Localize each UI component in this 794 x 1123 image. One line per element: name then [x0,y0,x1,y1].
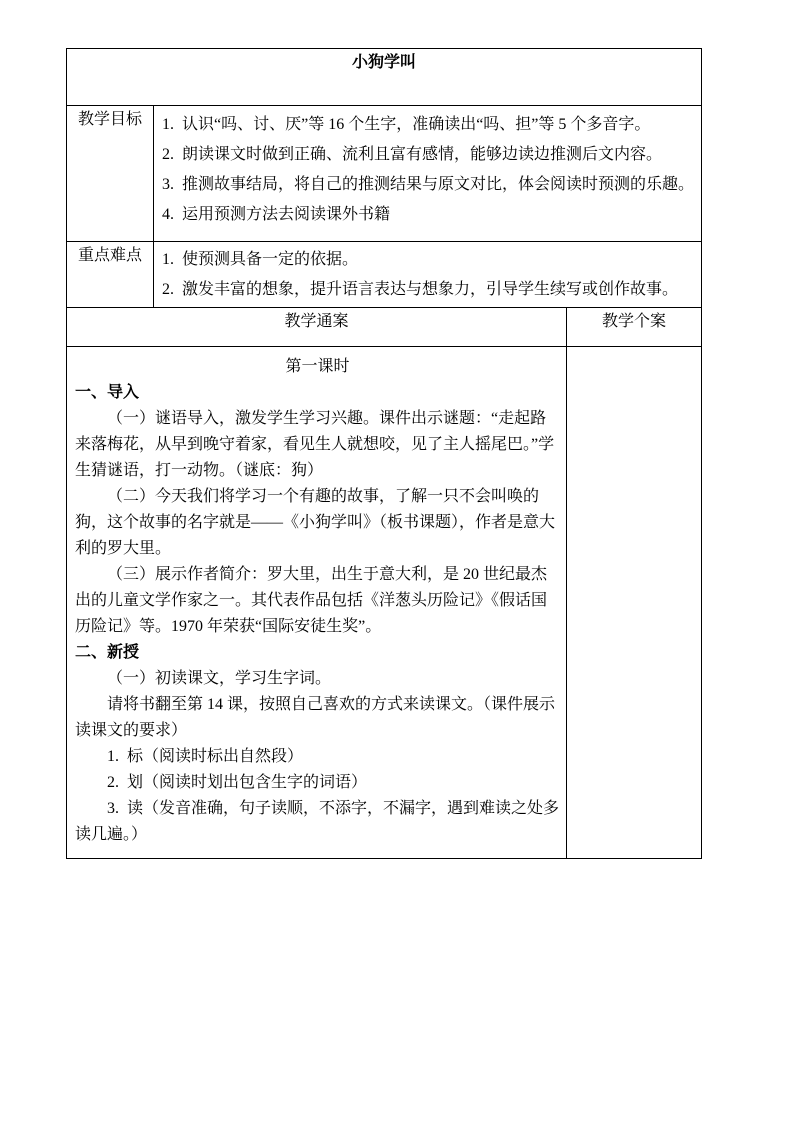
lesson-step-item: 1. 标（阅读时标出自然段） [107,748,304,765]
lesson-paragraph: （一）初读课文，学习生字词。 [107,670,332,687]
lesson-plan-table [66,48,702,859]
personal-plan-empty-cell [567,347,702,859]
personal-plan-header: 教学个案 [567,308,702,347]
key-points-row [67,242,702,308]
key-point-item: 1. 使预测具备一定的依据。 [162,251,359,268]
objectives-content [154,106,702,242]
key-points-content [154,242,702,308]
lesson-title: 小狗学叫 [67,49,702,106]
lesson-paragraph: （二）今天我们将学习一个有趣的故事，了解一只不会叫唤的狗，这个故事的名字就是——《小狗学叫》（板书课题），作者是意大利的罗大里。 [75,488,556,557]
key-point-item: 2. 激发丰富的想象，提升语言表达与想象力，引导学生续写或创作故事。 [162,281,679,298]
lesson-body-cell [67,347,567,859]
session-title: 第一课时 [285,358,350,375]
key-points-list [154,242,701,305]
title-row [67,49,702,106]
column-header-row [67,308,702,347]
objective-item: 1. 认识“吗、讨、厌”等 16 个生字，准确读出“吗、担”等 5 个多音字。 [162,116,651,133]
objectives-row [67,106,702,242]
objective-item: 2. 朗读课文时做到正确、流利且富有感情，能够边读边推测后文内容。 [162,146,663,163]
objectives-list [154,106,701,241]
lesson-paragraph: （三）展示作者简介：罗大里，出生于意大利，是 20 世纪最杰出的儿童文学作家之一。其代表作品包括《洋葱头历险记》《假话国历险记》等。1970 年荣获“国际安徒生奖”。 [75,566,548,635]
key-points-label: 重点难点 [67,242,154,308]
section-heading-new-lesson: 二、新授 [75,644,140,661]
general-plan-header: 教学通案 [67,308,567,347]
lesson-paragraph: 请将书翻至第 14 课，按照自己喜欢的方式来读课文。（课件展示读课文的要求） [75,696,556,739]
lesson-step-item: 3. 读（发音准确，句子读顺，不添字，不漏字，遇到难读之处多读几遍。） [75,800,560,843]
section-heading-intro: 一、导入 [75,384,140,401]
lesson-body [67,347,566,848]
lesson-body-row [67,347,702,859]
objective-item: 4. 运用预测方法去阅读课外书籍 [162,206,391,223]
objective-item: 3. 推测故事结局，将自己的推测结果与原文对比，体会阅读时预测的乐趣。 [162,176,695,193]
lesson-step-item: 2. 划（阅读时划出包含生字的词语） [107,774,368,791]
objectives-label: 教学目标 [67,106,154,242]
lesson-paragraph: （一）谜语导入，激发学生学习兴趣。课件出示谜题：“走起路来落梅花，从早到晚守着家，看见生人就想咬，见了主人摇尾巴。”学生猜谜语，打一动物。（谜底：狗） [75,410,555,479]
